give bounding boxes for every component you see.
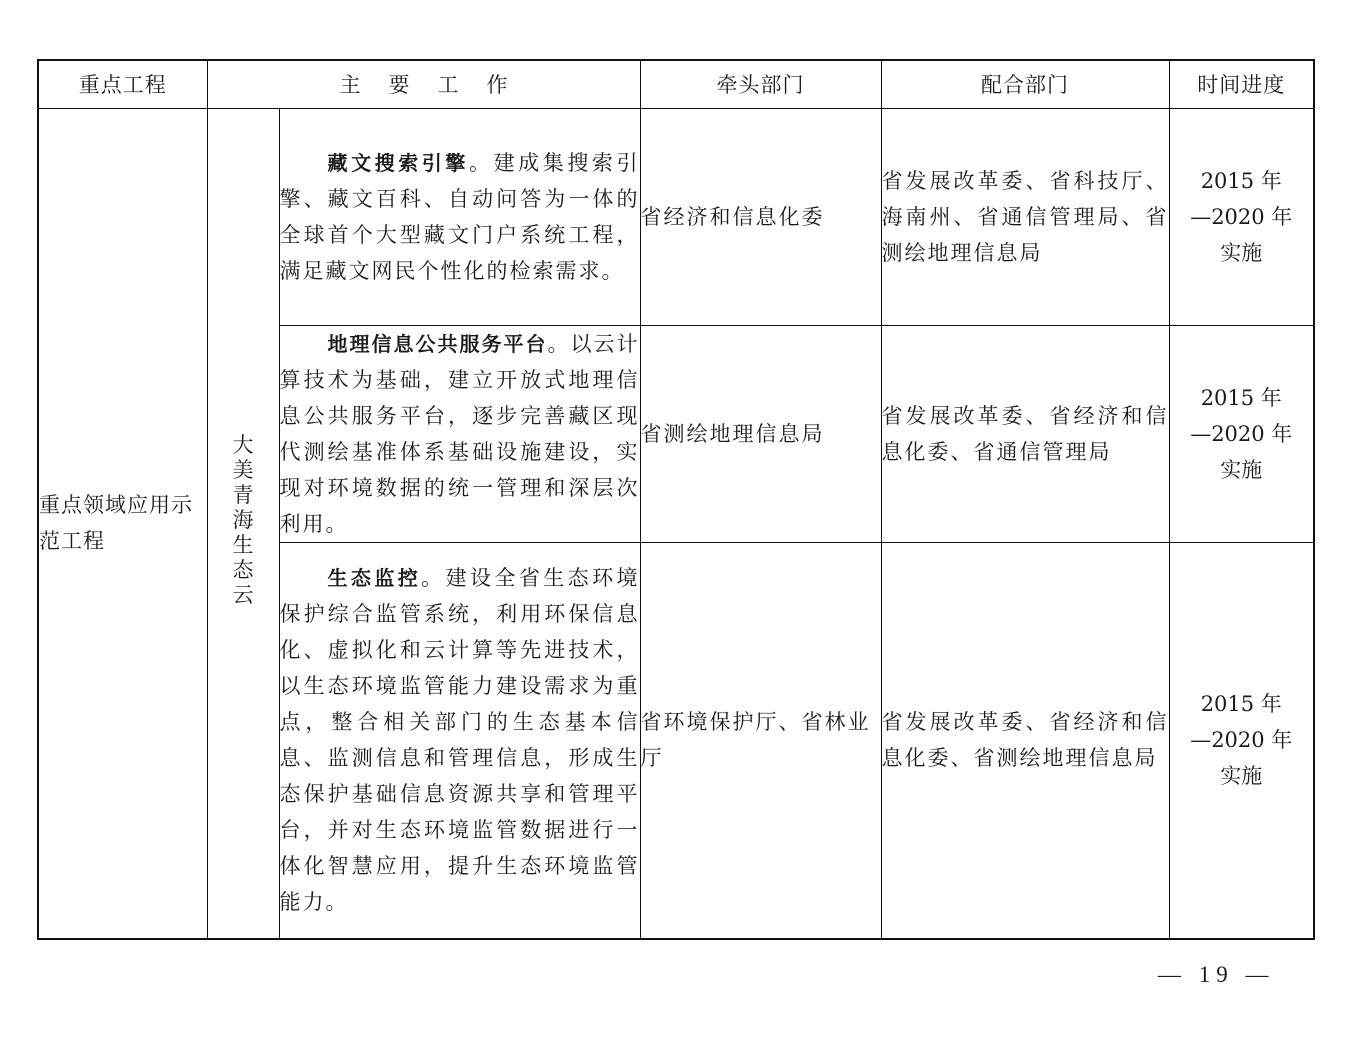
cooperating-departments: 省发展改革委、省经济和信息化委、省通信管理局: [881, 326, 1169, 543]
header-cooperating-departments: 配合部门: [881, 60, 1169, 109]
work-title: 生态监控: [327, 566, 422, 591]
table-row: [38, 109, 1314, 326]
sector-cell: 重点领域应用示范工程: [38, 109, 207, 939]
lead-department: 省环境保护厅、省林业厅: [640, 543, 881, 939]
page-number: — 19 —: [1158, 962, 1275, 987]
work-body: 。建成集搜索引擎、藏文百科、自动问答为一体的全球首个大型藏文门户系统工程，满足藏文网民个性化的检索需求。: [279, 151, 640, 283]
cooperating-departments: 省发展改革委、省经济和信息化委、省测绘地理信息局: [881, 543, 1169, 939]
header-work: 主 要 工 作: [207, 60, 640, 109]
time-schedule: 2015 年 —2020 年 实施: [1169, 543, 1314, 939]
work-description: [279, 326, 640, 543]
time-schedule: 2015 年 —2020 年 实施: [1169, 109, 1314, 326]
header-row: [38, 60, 1314, 109]
work-title: 地理信息公共服务平台: [327, 332, 548, 356]
work-body: 。建设全省生态环境保护综合监管系统，利用环保信息化、虚拟化和云计算等先进技术，以生态环境监管能力建设需求为重点，整合相关部门的生态基本信息、监测信息和管理信息，形成生态保护基础信息资源共享和管理平台，并对生态环境监管数据进行一体化智慧应用，提升生态环境监管能力。: [279, 566, 640, 915]
time-schedule: 2015 年 —2020 年 实施: [1169, 326, 1314, 543]
work-description: [279, 543, 640, 939]
header-project: 重点工程: [38, 60, 207, 109]
work-description: [279, 109, 640, 326]
lead-department: 省经济和信息化委: [640, 109, 881, 326]
subsector-vertical-text: 大美青海生态云: [232, 433, 254, 608]
project-table: [37, 59, 1315, 940]
subsector-cell: [207, 109, 279, 939]
header-lead-department: 牵头部门: [640, 60, 881, 109]
lead-department: 省测绘地理信息局: [640, 326, 881, 543]
work-title: 藏文搜索引擎: [327, 151, 469, 175]
cooperating-departments: 省发展改革委、省科技厅、海南州、省通信管理局、省测绘地理信息局: [881, 109, 1169, 326]
work-body: 。以云计算技术为基础，建立开放式地理信息公共服务平台，逐步完善藏区现代测绘基准体系基础设施建设，实现对环境数据的统一管理和深层次利用。: [279, 332, 640, 536]
header-time-schedule: 时间进度: [1169, 60, 1314, 109]
